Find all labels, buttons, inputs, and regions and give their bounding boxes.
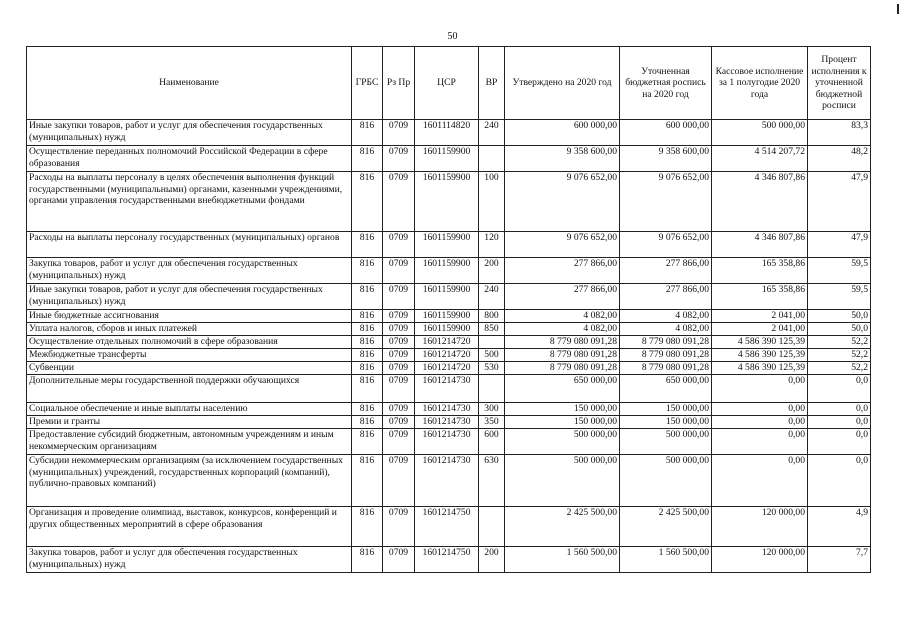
row-csr-cell: 1601214720 [415,349,479,362]
row-vr-cell: 100 [479,172,505,232]
row-percent-cell: 50,0 [808,310,871,323]
header-percent: Процент исполнения к уточненной бюджетной росписи [808,47,871,120]
row-rzpr-cell: 0709 [383,336,415,349]
row-cash-cell: 2 041,00 [712,323,808,336]
row-vr-cell: 500 [479,349,505,362]
row-csr-cell: 1601159900 [415,310,479,323]
table-row [27,310,871,323]
row-csr-cell: 1601114820 [415,120,479,146]
row-rzpr-cell: 0709 [383,258,415,284]
row-rzpr-cell: 0709 [383,232,415,258]
row-cash-cell: 0,00 [712,455,808,507]
row-vr-cell [479,507,505,547]
row-approved-cell: 8 779 080 091,28 [505,362,620,375]
row-cash-cell: 4 586 390 125,39 [712,336,808,349]
table-row [27,336,871,349]
row-approved-cell: 650 000,00 [505,375,620,403]
row-specified-cell: 650 000,00 [620,375,712,403]
row-rzpr-cell: 0709 [383,547,415,573]
row-vr-cell: 530 [479,362,505,375]
row-specified-cell: 277 866,00 [620,284,712,310]
row-specified-cell: 4 082,00 [620,323,712,336]
row-cash-cell: 0,00 [712,416,808,429]
row-approved-cell: 8 779 080 091,28 [505,349,620,362]
row-percent-cell: 47,9 [808,172,871,232]
row-approved-cell: 150 000,00 [505,416,620,429]
table-body [27,120,871,573]
row-approved-cell: 277 866,00 [505,284,620,310]
row-name-cell: Расходы на выплаты персоналу государственных (муниципальных) органов [27,232,352,258]
row-grbs-cell: 816 [352,258,383,284]
row-vr-cell: 240 [479,120,505,146]
page-edge-mark [897,4,899,14]
row-percent-cell: 59,5 [808,284,871,310]
row-grbs-cell: 816 [352,284,383,310]
row-grbs-cell: 816 [352,403,383,416]
row-name-cell: Иные закупки товаров, работ и услуг для обеспечения государственных (муниципальных) нужд [27,284,352,310]
row-csr-cell: 1601214750 [415,507,479,547]
budget-execution-table [26,46,871,573]
table-row [27,362,871,375]
row-name-cell: Межбюджетные трансферты [27,349,352,362]
row-cash-cell: 4 346 807,86 [712,232,808,258]
row-vr-cell: 240 [479,284,505,310]
row-percent-cell: 0,0 [808,429,871,455]
row-percent-cell: 4,9 [808,507,871,547]
row-grbs-cell: 816 [352,172,383,232]
row-specified-cell: 2 425 500,00 [620,507,712,547]
row-name-cell: Иные закупки товаров, работ и услуг для обеспечения государственных (муниципальных) нужд [27,120,352,146]
row-specified-cell: 8 779 080 091,28 [620,349,712,362]
row-name-cell: Осуществление переданных полномочий Российской Федерации в сфере образования [27,146,352,172]
row-vr-cell: 800 [479,310,505,323]
row-grbs-cell: 816 [352,375,383,403]
row-percent-cell: 0,0 [808,403,871,416]
row-specified-cell: 1 560 500,00 [620,547,712,573]
table-row [27,375,871,403]
row-csr-cell: 1601214730 [415,429,479,455]
row-grbs-cell: 816 [352,146,383,172]
row-cash-cell: 0,00 [712,429,808,455]
table-row [27,232,871,258]
row-grbs-cell: 816 [352,507,383,547]
row-specified-cell: 150 000,00 [620,416,712,429]
row-specified-cell: 277 866,00 [620,258,712,284]
row-percent-cell: 0,0 [808,375,871,403]
row-approved-cell: 4 082,00 [505,310,620,323]
row-approved-cell: 1 560 500,00 [505,547,620,573]
row-grbs-cell: 816 [352,232,383,258]
row-cash-cell: 0,00 [712,375,808,403]
row-percent-cell: 48,2 [808,146,871,172]
row-grbs-cell: 816 [352,429,383,455]
row-approved-cell: 500 000,00 [505,429,620,455]
row-csr-cell: 1601159900 [415,172,479,232]
table-row [27,416,871,429]
row-percent-cell: 0,0 [808,416,871,429]
row-cash-cell: 500 000,00 [712,120,808,146]
row-vr-cell: 630 [479,455,505,507]
row-csr-cell: 1601159900 [415,146,479,172]
row-rzpr-cell: 0709 [383,284,415,310]
header-cash: Кассовое исполнение за 1 полугодие 2020 года [712,47,808,120]
row-cash-cell: 4 514 207,72 [712,146,808,172]
row-vr-cell: 600 [479,429,505,455]
table-row [27,284,871,310]
row-grbs-cell: 816 [352,310,383,323]
row-specified-cell: 600 000,00 [620,120,712,146]
row-cash-cell: 4 586 390 125,39 [712,362,808,375]
row-rzpr-cell: 0709 [383,416,415,429]
row-csr-cell: 1601214720 [415,336,479,349]
row-name-cell: Уплата налогов, сборов и иных платежей [27,323,352,336]
row-cash-cell: 4 346 807,86 [712,172,808,232]
row-approved-cell: 9 076 652,00 [505,232,620,258]
row-percent-cell: 52,2 [808,362,871,375]
table-row [27,349,871,362]
row-name-cell: Закупка товаров, работ и услуг для обеспечения государственных (муниципальных) нужд [27,258,352,284]
row-csr-cell: 1601214750 [415,547,479,573]
row-specified-cell: 8 779 080 091,28 [620,362,712,375]
row-name-cell: Предоставление субсидий бюджетным, автономным учреждениям и иным некоммерческим организациям [27,429,352,455]
row-csr-cell: 1601159900 [415,323,479,336]
row-grbs-cell: 816 [352,455,383,507]
header-vr: ВР [479,47,505,120]
row-percent-cell: 59,5 [808,258,871,284]
row-cash-cell: 120 000,00 [712,547,808,573]
row-percent-cell: 52,2 [808,336,871,349]
table-header-row [27,47,871,120]
row-rzpr-cell: 0709 [383,323,415,336]
row-rzpr-cell: 0709 [383,429,415,455]
row-approved-cell: 277 866,00 [505,258,620,284]
row-percent-cell: 7,7 [808,547,871,573]
row-vr-cell: 350 [479,416,505,429]
header-approved: Утверждено на 2020 год [505,47,620,120]
row-percent-cell: 52,2 [808,349,871,362]
row-rzpr-cell: 0709 [383,455,415,507]
row-grbs-cell: 816 [352,416,383,429]
row-rzpr-cell: 0709 [383,310,415,323]
row-cash-cell: 165 358,86 [712,258,808,284]
row-cash-cell: 165 358,86 [712,284,808,310]
row-vr-cell: 120 [479,232,505,258]
row-rzpr-cell: 0709 [383,403,415,416]
row-csr-cell: 1601159900 [415,232,479,258]
row-name-cell: Премии и гранты [27,416,352,429]
row-approved-cell: 4 082,00 [505,323,620,336]
header-grbs: ГРБС [352,47,383,120]
row-grbs-cell: 816 [352,323,383,336]
row-csr-cell: 1601214730 [415,455,479,507]
row-approved-cell: 600 000,00 [505,120,620,146]
row-rzpr-cell: 0709 [383,120,415,146]
row-vr-cell: 200 [479,547,505,573]
table-row [27,120,871,146]
table-row [27,507,871,547]
row-vr-cell [479,375,505,403]
row-vr-cell: 850 [479,323,505,336]
row-rzpr-cell: 0709 [383,375,415,403]
row-rzpr-cell: 0709 [383,146,415,172]
row-specified-cell: 9 076 652,00 [620,232,712,258]
row-specified-cell: 4 082,00 [620,310,712,323]
row-vr-cell: 300 [479,403,505,416]
row-specified-cell: 500 000,00 [620,455,712,507]
row-name-cell: Дополнительные меры государственной поддержки обучающихся [27,375,352,403]
row-name-cell: Закупка товаров, работ и услуг для обеспечения государственных (муниципальных) нужд [27,547,352,573]
page-number: 50 [447,31,458,42]
row-cash-cell: 2 041,00 [712,310,808,323]
row-specified-cell: 9 358 600,00 [620,146,712,172]
row-rzpr-cell: 0709 [383,362,415,375]
row-approved-cell: 9 076 652,00 [505,172,620,232]
table-row [27,429,871,455]
row-grbs-cell: 816 [352,336,383,349]
row-specified-cell: 9 076 652,00 [620,172,712,232]
row-csr-cell: 1601214730 [415,403,479,416]
row-csr-cell: 1601159900 [415,284,479,310]
row-cash-cell: 0,00 [712,403,808,416]
row-grbs-cell: 816 [352,547,383,573]
row-vr-cell [479,336,505,349]
header-name: Наименование [27,47,352,120]
row-csr-cell: 1601214730 [415,416,479,429]
row-name-cell: Социальное обеспечение и иные выплаты населению [27,403,352,416]
table-row [27,547,871,573]
row-percent-cell: 50,0 [808,323,871,336]
row-grbs-cell: 816 [352,120,383,146]
row-specified-cell: 8 779 080 091,28 [620,336,712,349]
row-rzpr-cell: 0709 [383,349,415,362]
row-csr-cell: 1601214720 [415,362,479,375]
row-cash-cell: 4 586 390 125,39 [712,349,808,362]
row-vr-cell: 200 [479,258,505,284]
row-rzpr-cell: 0709 [383,172,415,232]
row-approved-cell: 8 779 080 091,28 [505,336,620,349]
table-row [27,323,871,336]
row-csr-cell: 1601159900 [415,258,479,284]
row-csr-cell: 1601214730 [415,375,479,403]
row-percent-cell: 83,3 [808,120,871,146]
table-row [27,172,871,232]
row-grbs-cell: 816 [352,362,383,375]
row-approved-cell: 9 358 600,00 [505,146,620,172]
table-row [27,455,871,507]
row-percent-cell: 0,0 [808,455,871,507]
table-row [27,146,871,172]
row-name-cell: Расходы на выплаты персоналу в целях обеспечения выполнения функций государственными (муниципальными) органами, казенными учреждениями, органами управления государственными внебюджетными фондами [27,172,352,232]
row-name-cell: Субсидии некоммерческим организациям (за исключением государственных (муниципальных) учреждений, государственных корпораций (компаний), публично-правовых компаний) [27,455,352,507]
row-approved-cell: 2 425 500,00 [505,507,620,547]
table-row [27,258,871,284]
row-name-cell: Организация и проведение олимпиад, выставок, конкурсов, конференций и других общественных мероприятий в сфере образования [27,507,352,547]
row-vr-cell [479,146,505,172]
row-approved-cell: 500 000,00 [505,455,620,507]
row-rzpr-cell: 0709 [383,507,415,547]
row-grbs-cell: 816 [352,349,383,362]
row-cash-cell: 120 000,00 [712,507,808,547]
row-name-cell: Субвенции [27,362,352,375]
row-name-cell: Иные бюджетные ассигнования [27,310,352,323]
header-rzpr: Рз Пр [383,47,415,120]
row-specified-cell: 500 000,00 [620,429,712,455]
row-specified-cell: 150 000,00 [620,403,712,416]
header-specified: Уточненная бюджетная роспись на 2020 год [620,47,712,120]
row-name-cell: Осуществление отдельных полномочий в сфере образования [27,336,352,349]
table-row [27,403,871,416]
header-csr: ЦСР [415,47,479,120]
row-percent-cell: 47,9 [808,232,871,258]
row-approved-cell: 150 000,00 [505,403,620,416]
